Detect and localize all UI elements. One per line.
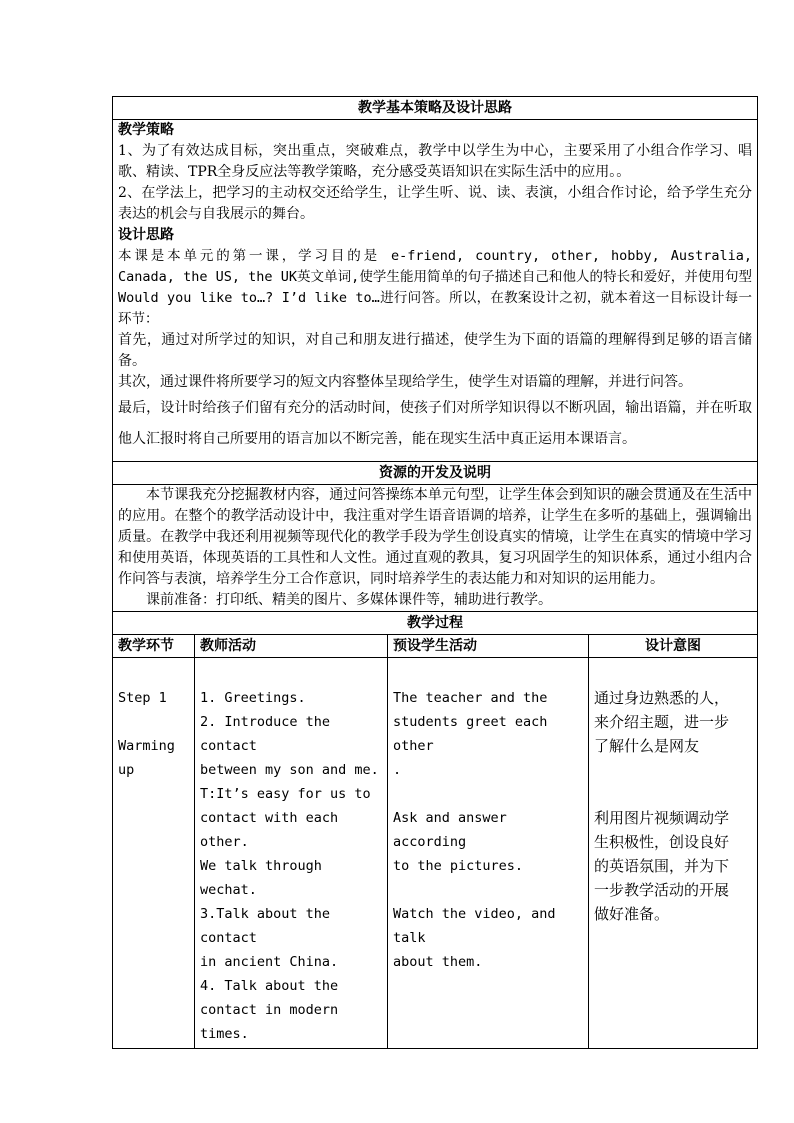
preparation-paragraph: 课前准备：打印纸、精美的图片、多媒体课件等，辅助进行教学。 (146, 592, 552, 608)
lesson-plan-page (112, 96, 757, 1049)
section-title-process: 教学过程 (113, 612, 758, 635)
intent-line: 做好准备。 (594, 905, 670, 923)
intent-line: 来介绍主题，进一步 (594, 713, 730, 731)
section-title-strategy: 教学基本策略及设计思路 (113, 97, 758, 120)
resources-paragraph: 本节课我充分挖掘教材内容，通过问答操练本单元句型，让学生体会到知识的融会贯通及在生活中的应用。在整个的教学活动设计中，我注重对学生语音语调的培养，让学生在多听的基础上，强调输出质量。在教学中我还利用视频等现代化的教学手段为学生创设真实的情境，让学生在真实的情境中学习和使用英语，体现英语的工具性和人文性。通过直观的教具，复习巩固学生的知识体系，通过小组内合作问答与表演，培养学生分工合作意识，同时培养学生的表达能力和对知识的运用能力。 (118, 487, 752, 587)
intent-line: 利用图片视频调动学 (594, 809, 730, 827)
teacher-line: We talk through wechat. (200, 858, 322, 898)
teacher-line: 2. Introduce the contact (200, 714, 331, 754)
teacher-line: in ancient China. (200, 954, 339, 970)
step-stage-cell (113, 658, 195, 1049)
column-header-student: 预设学生活动 (388, 635, 589, 658)
resources-cell (113, 485, 758, 612)
intent-line: 了解什么是网友 (594, 737, 700, 755)
strategy-design-cell (113, 120, 758, 462)
strategy-item-2: 2、在学法上，把学习的主动权交还给学生，让学生听、说、读、表演，小组合作讨论，给予学生充分表达的机会与自我展示的舞台。 (118, 185, 752, 222)
student-activity-cell (388, 658, 589, 1049)
column-header-intent: 设计意图 (589, 635, 758, 658)
student-line: Watch the video, and talk (393, 906, 556, 946)
design-second: 其次，通过课件将所要学习的短文内容整体呈现给学生，使学生对语篇的理解，并进行问答。 (118, 374, 692, 390)
student-line: students greet each other (393, 714, 548, 754)
design-heading: 设计思路 (118, 227, 174, 243)
strategy-item-1: 1、为了有效达成目标，突出重点，突破难点，教学中以学生为中心，主要采用了小组合作学习、唱歌、精读、TPR全身反应法等教学策略，充分感受英语知识在实际生活中的应用。。 (118, 143, 752, 180)
student-line: about them. (393, 954, 483, 970)
step-label: Step 1 (118, 690, 167, 706)
step-name-line1: Warming (118, 738, 175, 754)
student-line: Ask and answer according (393, 810, 507, 850)
intent-line: 的英语氛围，并为下 (594, 857, 730, 875)
design-last: 最后，设计时给孩子们留有充分的活动时间，使孩子们对所学知识得以不断巩固，输出语篇，并在听取他人汇报时将自己所要用的语言加以不断完善，能在现实生活中真正运用本课语言。 (118, 400, 752, 447)
teacher-line: contact with each other. (200, 810, 339, 850)
student-line: The teacher and the (393, 690, 548, 706)
student-line: to the pictures. (393, 858, 524, 874)
intent-line: 生积极性，创设良好 (594, 833, 730, 851)
lesson-plan-table (112, 96, 758, 1049)
section-title-resources: 资源的开发及说明 (113, 462, 758, 485)
teacher-activity-cell (195, 658, 388, 1049)
intent-line: 一步教学活动的开展 (594, 881, 730, 899)
teacher-line: 4. Talk about the (200, 978, 339, 994)
intent-line: 通过身边熟悉的人， (594, 689, 730, 707)
column-header-teacher: 教师活动 (195, 635, 388, 658)
teacher-line: between my son and me. (200, 762, 379, 778)
design-intro: 本课是本单元的第一课，学习目的是 e-friend, country, other, hobby, Australia, Canada, the US, the UK英文单词,使学生能用简单的句子描述自己和他人的特长和爱好，并使用句型 Would you like to…? I’d like to…进行问答。所以，在教案设计之初，就本着这一目标设计每一环节： (118, 248, 752, 327)
teacher-line: T:It’s easy for us to (200, 786, 371, 802)
teacher-line: 1. Greetings. (200, 690, 306, 706)
student-line: . (393, 762, 402, 778)
strategy-heading: 教学策略 (118, 122, 174, 138)
teacher-line: 3.Talk about the contact (200, 906, 331, 946)
teacher-line: contact in modern times. (200, 1002, 339, 1042)
column-header-stage: 教学环节 (113, 635, 195, 658)
design-first: 首先，通过对所学过的知识，对自己和朋友进行描述，使学生为下面的语篇的理解得到足够的语言储备。 (118, 332, 752, 369)
design-intent-cell (589, 658, 758, 1049)
step-name-line2: up (118, 762, 135, 778)
